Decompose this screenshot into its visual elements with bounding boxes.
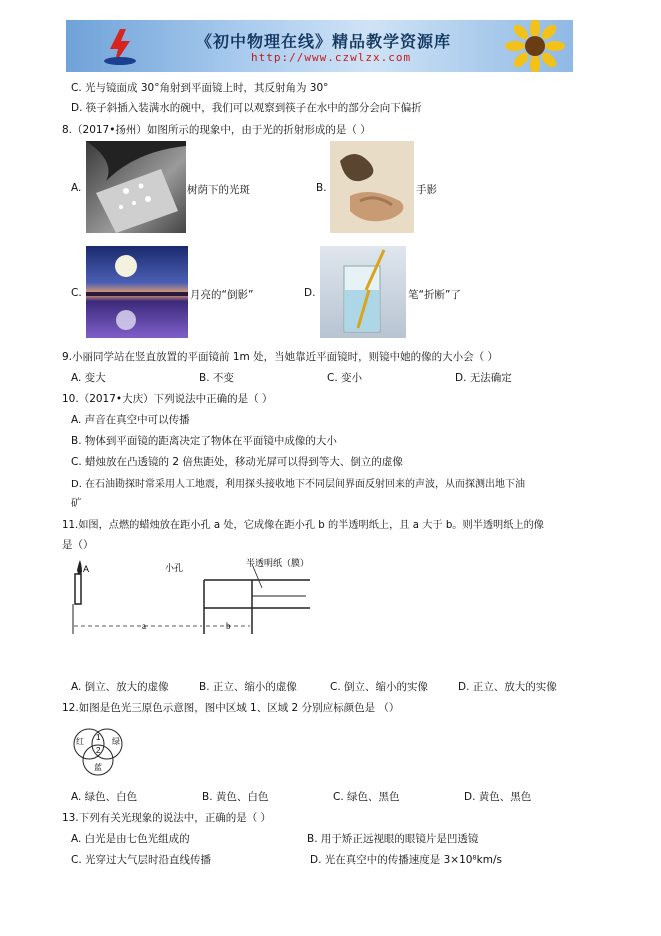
- header-banner: [66, 20, 573, 72]
- q10-option-a: A. 声音在真空中可以传播: [71, 414, 190, 426]
- q8-option-d-letter: D.: [304, 287, 316, 299]
- q7-option-d: D. 筷子斜插入装满水的碗中，我们可以观察到筷子在水中的部分会向下偏折: [71, 102, 422, 114]
- label-distance-b: b: [226, 621, 231, 631]
- q10-option-d: D. 在石油勘探时常采用人工地震，利用探头接收地下不同层间界面反射回来的声波，从而探测出地下油: [71, 479, 526, 490]
- q11-option-d: D. 正立、放大的实像: [458, 681, 557, 693]
- q8-option-a-caption: 树荫下的光斑: [187, 184, 250, 196]
- q8-image-tree-light-spots: [86, 141, 186, 233]
- q12-option-c: C. 绿色、黑色: [333, 791, 400, 803]
- q10-option-d-cont: 矿: [71, 497, 82, 509]
- q11-option-b: B. 正立、缩小的虚像: [199, 681, 297, 693]
- candle-body: [75, 574, 81, 604]
- label-blue: 蓝: [94, 763, 102, 772]
- q9-option-a: A. 变大: [71, 372, 106, 384]
- q12-stem: 12.如图是色光三原色示意图，图中区域 1、区域 2 分别应标颜色是 （）: [62, 702, 400, 714]
- label-pinhole: 小孔: [165, 564, 184, 574]
- banner-url[interactable]: http://www.czwlzx.com: [251, 51, 412, 64]
- q8-option-c-letter: C.: [71, 287, 82, 299]
- q13-option-d: D. 光在真空中的传播速度是 3×10⁸km/s: [310, 854, 502, 866]
- label-point-a: A: [83, 564, 90, 574]
- label-distance-a: a: [142, 621, 146, 631]
- q9-option-d: D. 无法确定: [455, 372, 512, 384]
- q10-option-c: C. 蜡烛放在凸透镜的 2 倍焦距处，移动光屏可以得到等大、倒立的虚像: [71, 456, 403, 468]
- q12-figure-color-venn: [68, 724, 128, 780]
- q8-image-moon-reflection: [86, 246, 188, 338]
- q11-stem-line2: 是（）: [62, 539, 94, 551]
- q8-option-b-caption: 手影: [416, 184, 437, 196]
- q8-image-hand-shadow: [330, 141, 414, 233]
- q12-option-a: A. 绿色、白色: [71, 791, 138, 803]
- label-region-1: 1: [96, 733, 101, 742]
- q8-option-a-letter: A.: [71, 182, 82, 194]
- q11-option-a: A. 倒立、放大的虚像: [71, 681, 169, 693]
- site-logo-icon: [100, 27, 140, 67]
- label-green: 绿: [112, 737, 120, 746]
- label-red: 红: [76, 737, 84, 746]
- rgb-venn-diagram: [68, 724, 128, 780]
- q8-stem: 8.（2017•扬州）如图所示的现象中，由于光的折射形成的是（ ）: [62, 124, 371, 136]
- q13-stem: 13.下列有关光现象的说法中，正确的是（ ）: [62, 812, 272, 824]
- q7-option-c: C. 光与镜面成 30°角射到平面镜上时，其反射角为 30°: [71, 82, 329, 94]
- label-region-2: 2: [96, 746, 101, 755]
- q13-option-a: A. 白光是由七色光组成的: [71, 833, 190, 845]
- q11-stem-line1: 11.如图，点燃的蜡烛放在距小孔 a 处，它成像在距小孔 b 的半透明纸上，且 a 大于 b。则半透明纸上的像: [62, 520, 544, 531]
- banner-title: 《初中物理在线》精品教学资源库: [196, 32, 452, 51]
- pinhole-diagram: [70, 558, 320, 638]
- q11-figure-pinhole: [70, 558, 320, 638]
- q8-option-c-caption: 月亮的“倒影”: [190, 289, 254, 301]
- q12-option-d: D. 黄色、黑色: [464, 791, 532, 803]
- q11-option-c: C. 倒立、缩小的实像: [330, 681, 429, 693]
- q13-option-c: C. 光穿过大气层时沿直线传播: [71, 854, 212, 866]
- q12-option-b: B. 黄色、白色: [202, 791, 269, 803]
- q13-option-b: B. 用于矫正远视眼的眼镜片是凹透镜: [307, 833, 479, 845]
- q10-stem: 10.（2017•大庆）下列说法中正确的是（ ）: [62, 393, 273, 405]
- q9-option-c: C. 变小: [327, 372, 363, 384]
- q9-option-b: B. 不变: [199, 372, 234, 384]
- q10-option-b: B. 物体到平面镜的距离决定了物体在平面镜中成像的大小: [71, 435, 337, 447]
- sunflower-icon: [502, 20, 568, 72]
- q8-option-b-letter: B.: [316, 182, 327, 194]
- q9-stem: 9.小丽同学站在竖直放置的平面镜前 1m 处，当她靠近平面镜时，则镜中她的像的大小会（ ）: [62, 351, 498, 363]
- candle-flame: [77, 560, 82, 575]
- q8-image-bent-pencil: [320, 246, 406, 338]
- q8-option-d-caption: 笔“折断”了: [408, 289, 461, 301]
- label-paper: 半透明纸（膜）: [246, 559, 310, 569]
